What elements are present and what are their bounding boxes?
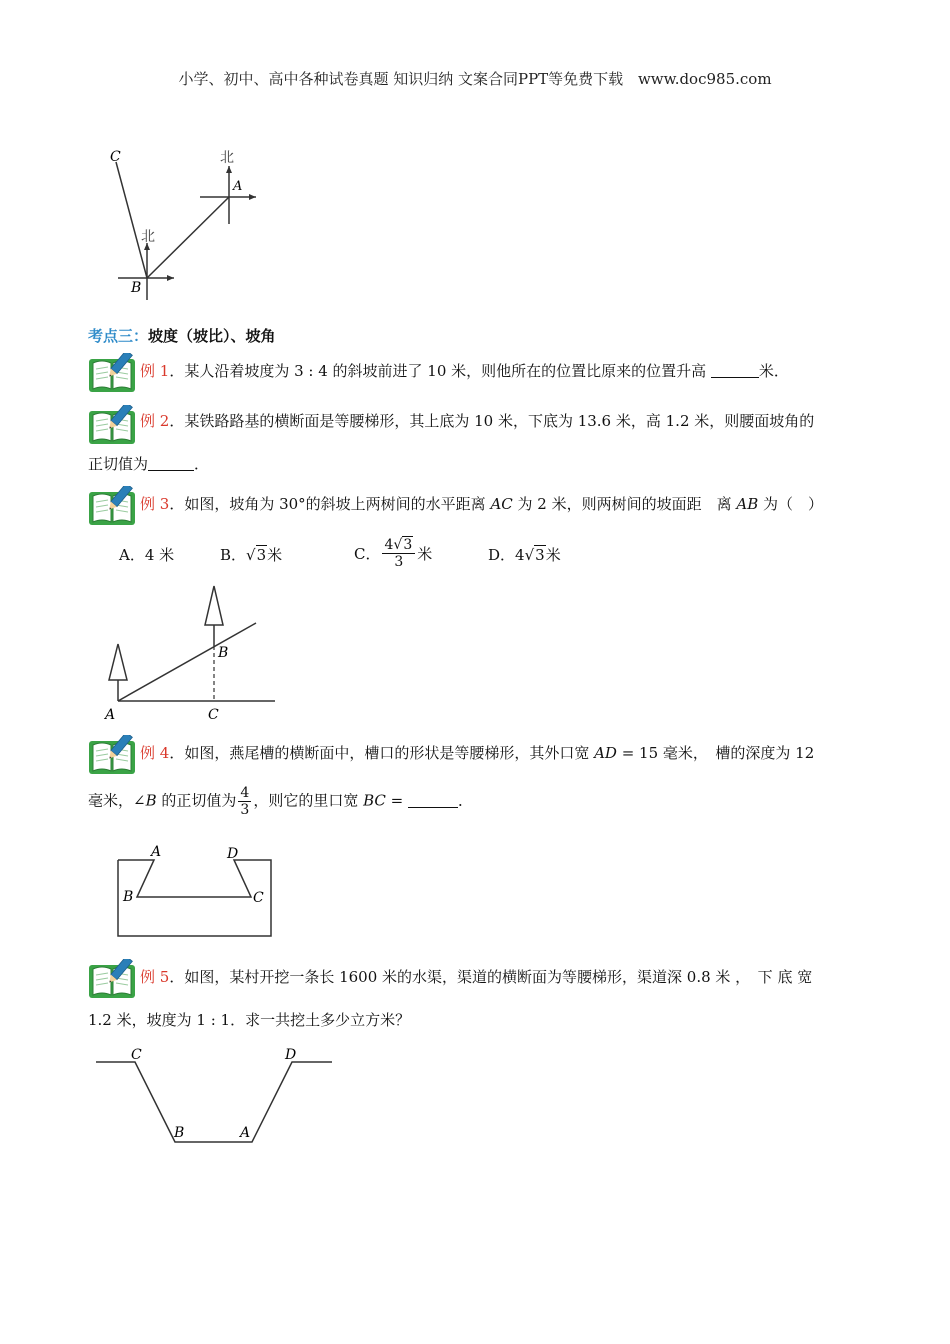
book-icon (87, 735, 137, 777)
label-c: C (253, 890, 264, 906)
example-2-line-2: 正切值为 ． (88, 455, 210, 473)
example-label: 例 5 (140, 968, 170, 986)
tree-icon (109, 644, 127, 680)
book-icon (87, 959, 137, 1001)
tree-icon (205, 586, 223, 625)
slope-line (118, 623, 256, 701)
label-a: A (240, 1125, 251, 1141)
section-title (88, 325, 276, 346)
header-text: 小学、初中、高中各种试卷真题 知识归纳 文案合同PPT等免费下载 (178, 70, 624, 88)
example-1: 例 1．某人沿着坡度为 3 : 4 的斜坡前进了 10 米，则他所在的位置比原来的位置升高 米． (140, 362, 789, 380)
label-b: B (218, 645, 229, 661)
label-b: B (131, 280, 142, 296)
label-a: A (151, 844, 162, 860)
example-label: 例 1 (140, 362, 170, 380)
example-4-line-1: 例 4．如图，燕尾槽的横断面中，槽口的形状是等腰梯形，其外口宽 AD = 15 毫米， 槽的深度为 12 (140, 744, 815, 762)
figure-slope-trees (100, 580, 280, 725)
label-b: B (174, 1125, 185, 1141)
line-bc (116, 162, 147, 278)
label-b: B (123, 889, 134, 905)
example-5-line-2: 1.2 米，坡度为 1 : 1．求一共挖土多少立方米？ (88, 1011, 411, 1029)
book-icon (87, 405, 137, 447)
option-b[interactable]: B．√3米 (220, 546, 283, 564)
option-d[interactable]: D．4√3米 (488, 546, 561, 564)
book-icon (87, 353, 137, 395)
example-label: 例 3 (140, 495, 170, 513)
option-c[interactable]: C． $\frac{4√3}{3}$ 米 (354, 537, 433, 570)
example-label: 例 2 (140, 412, 170, 430)
label-d: D (227, 846, 239, 862)
page-header (0, 68, 950, 89)
label-c: C (131, 1047, 142, 1063)
north-label-b: 北 (141, 229, 155, 245)
label-d: D (285, 1047, 297, 1063)
header-url[interactable]: www.doc985.com (637, 70, 772, 88)
example-label: 例 4 (140, 744, 170, 762)
example-3: 例 3．如图，坡角为 30°的斜坡上两树间的水平距离 AC 为 2 米，则两树间的坡面距 离 AB 为（ ） (140, 495, 824, 513)
answer-blank[interactable] (148, 454, 194, 471)
option-a[interactable]: A．4 米 (119, 546, 175, 564)
book-icon (87, 486, 137, 528)
section-heading: 坡度（坡比）、坡角 (148, 327, 276, 345)
figure-channel (90, 1040, 340, 1150)
channel-outline (96, 1062, 332, 1142)
label-a: A (105, 707, 116, 723)
label-c: C (110, 149, 121, 165)
figure-dovetail (110, 840, 280, 940)
answer-blank[interactable] (711, 361, 759, 378)
example-2-line-1: 例 2．某铁路路基的横断面是等腰梯形，其上底为 10 米，下底为 13.6 米，高 1.2 米，则腰面坡角的 (140, 412, 815, 430)
line-ba (147, 197, 229, 278)
section-label: 考点三： (88, 327, 149, 345)
north-label-a: 北 (220, 150, 234, 166)
answer-blank[interactable] (408, 791, 458, 808)
label-c: C (208, 707, 219, 723)
dovetail-outline (118, 860, 271, 936)
example-4-line-2: 毫米，∠B 的正切值为 $\frac{4}{3}$ ，则它的里口宽 BC = ． (88, 785, 473, 818)
example-5-line-1: 例 5．如图，某村开挖一条长 1600 米的水渠，渠道的横断面为等腰梯形，渠道深 0.8 米 ， 下 底 宽 (140, 968, 813, 986)
label-a: A (233, 179, 243, 194)
figure-bearing (100, 140, 270, 300)
